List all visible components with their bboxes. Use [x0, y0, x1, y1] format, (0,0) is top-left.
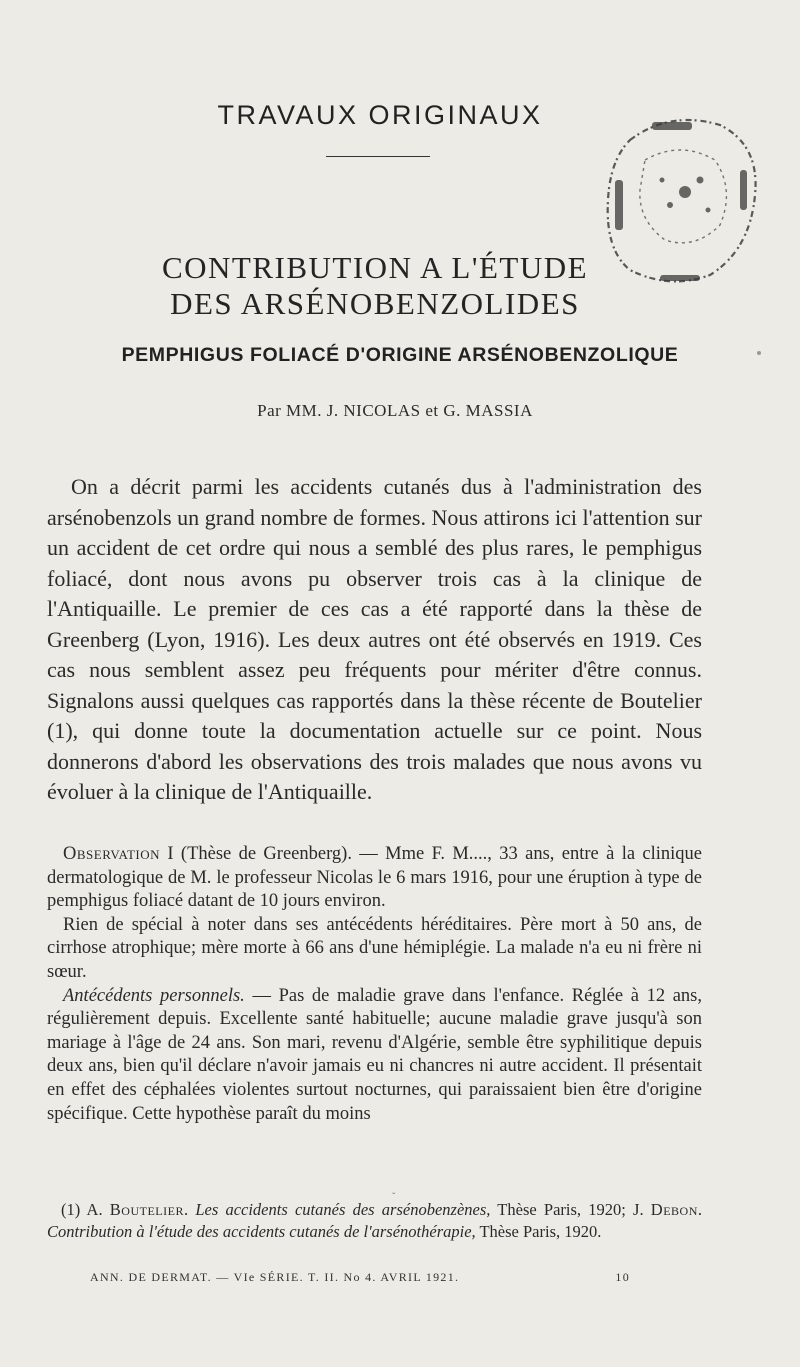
article-title-line-2: DES ARSÉNOBENZOLIDES	[170, 286, 580, 321]
footnote-sep-1: .	[183, 1200, 196, 1219]
observation-paragraph-3	[47, 985, 702, 1127]
journal-citation: ANN. DE DERMAT. — VIe SÉRIE. T. II. No 4. AVRIL 1921.	[90, 1270, 460, 1284]
intro-paragraph	[47, 472, 702, 808]
footnote-author-2: Debon	[650, 1200, 698, 1219]
observation-paragraph-1	[47, 843, 702, 914]
author-byline: Par MM. J. NICOLAS et G. MASSIA	[257, 401, 533, 420]
footnote-separator: ˇ	[392, 1192, 396, 1203]
article-title-line-1: CONTRIBUTION A L'ÉTUDE	[161, 250, 589, 285]
observation-section	[47, 843, 702, 1126]
footnote-author-1: Boutelier	[109, 1200, 184, 1219]
intro-text: On a décrit parmi les accidents cutanés dus à l'administration des arsénobenzols un grand nombre de formes. Nous attirons ici l'attention sur un accident de cet ordre qui nous a semblé des plus rares, le pemphigus foliacé, dont nous avons pu observer trois cas à la clinique de l'Antiquaille. Le premier de ces cas a été rapporté dans la thèse de Greenberg (Lyon, 1916). Les deux autres ont été observés en 1919. Ces cas nous semblent assez peu fréquents pour mériter d'être connus. Signalons aussi quelques cas rapportés dans la thèse récente de Boutelier (1), qui donne toute la documentation actuelle sur ce point. Nous donnerons d'abord les observations des trois malades que nous avons vu évoluer à la clinique de l'Antiquaille.	[47, 474, 702, 804]
article-subtitle: PEMPHIGUS FOLIACÉ D'ORIGINE ARSÉNOBENZOLIQUE	[121, 344, 679, 366]
footnote-text-3: Thèse Paris, 1920.	[475, 1221, 602, 1241]
footnote-marker: (1) A.	[61, 1200, 110, 1219]
observation-paragraph-2: Rien de spécial à noter dans ses antécédents héréditaires. Père mort à 50 ans, de cirrhose atrophique; mère morte à 66 ans d'une hémiplégie. La malade n'a eu ni frère ni sœur.	[47, 914, 702, 982]
observation-text-1: I (Thèse de Greenberg). — Mme F. M...., 33 ans, entre à la clinique dermatologique de M. le professeur Nicolas le 6 mars 1916, pour une éruption à type de pemphigus foliacé datant de 10 jours environ.	[47, 844, 702, 912]
antecedents-label: Antécédents personnels.	[63, 985, 245, 1006]
margin-speck	[757, 351, 761, 355]
footnote-title-2: Contribution à l'étude des accidents cutanés de l'arsénothérapie,	[47, 1221, 476, 1241]
observation-text-3: — Pas de maladie grave dans l'enfance. Réglée à 12 ans, régulièrement depuis. Excellente santé habituelle; aucune maladie grave jusqu'à son mariage à l'âge de 24 ans. Son mari, revenu d'Algérie, semble être syphilitique depuis deux ans, bien qu'il déclare n'avoir jamais eu ni chancres ni autre accident. Il présentait en effet des céphalées violentes surtout nocturnes, qui paraissaient bien être d'origine spécifique. Cette hypothèse paraît du moins	[47, 985, 703, 1124]
footnote-text	[47, 1199, 702, 1242]
footnote-text-2: Thèse Paris, 1920; J.	[490, 1200, 651, 1219]
page-number: 10	[615, 1270, 630, 1284]
section-heading: TRAVAUX ORIGINAUX	[217, 100, 543, 130]
footnote-sep-2: .	[697, 1200, 703, 1219]
heading-rule	[326, 156, 430, 157]
observation-label: Observation	[63, 844, 161, 864]
footnote-title-1: Les accidents cutanés des arsénobenzènes,	[195, 1200, 491, 1219]
footnote	[47, 1199, 702, 1242]
running-footer	[90, 1270, 630, 1285]
